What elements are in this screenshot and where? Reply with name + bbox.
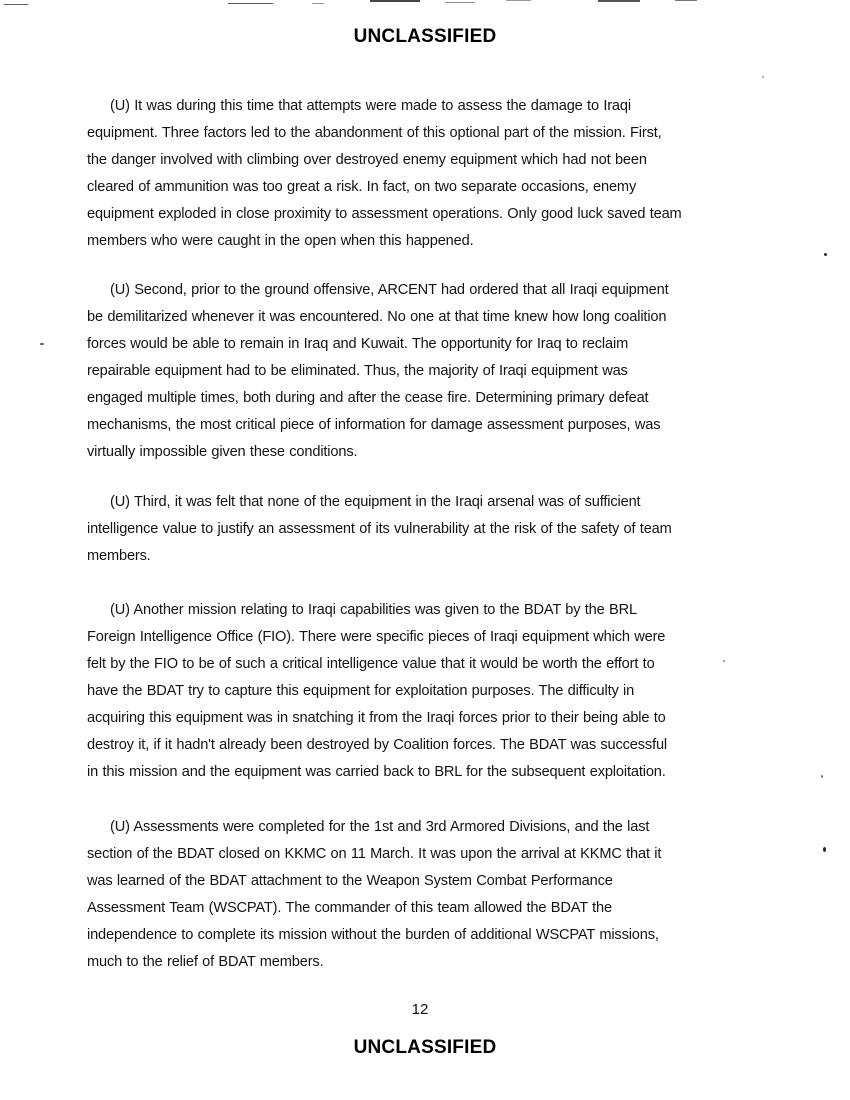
text-line: was learned of the BDAT attachment to the Weapon System Combat Performance [87, 873, 613, 889]
text-line: mechanisms, the most critical piece of information for damage assessment purposes, was [87, 417, 661, 433]
text-line: virtually impossible given these conditions. [87, 444, 358, 460]
text-line: (U) Another mission relating to Iraqi capabilities was given to the BDAT by the BRL [110, 602, 637, 618]
text-line: engaged multiple times, both during and after the cease fire. Determining primary defeat [87, 390, 649, 406]
text-line: (U) Second, prior to the ground offensive, ARCENT had ordered that all Iraqi equipment [110, 282, 669, 298]
text-line: (U) It was during this time that attempts were made to assess the damage to Iraqi [110, 98, 631, 114]
text-line: Foreign Intelligence Office (FIO). There were specific pieces of Iraqi equipment which were [87, 629, 666, 645]
document-body [87, 93, 743, 255]
text-line: in this mission and the equipment was carried back to BRL for the subsequent exploitation. [87, 764, 666, 780]
scan-artifact [4, 4, 28, 5]
document-body [87, 597, 743, 786]
document-body [87, 489, 743, 570]
scan-artifact [598, 0, 640, 2]
text-line: (U) Assessments were completed for the 1st and 3rd Armored Divisions, and the last [110, 819, 650, 835]
scan-speck [40, 343, 44, 345]
text-line: repairable equipment had to be eliminated. Thus, the majority of Iraqi equipment was [87, 363, 628, 379]
text-line: felt by the FIO to be of such a critical intelligence value that it would be worth the effort to [87, 656, 655, 672]
text-line: destroy it, if it hadn't already been destroyed by Coalition forces. The BDAT was successful [87, 737, 668, 753]
text-line: the danger involved with climbing over destroyed enemy equipment which had not been [87, 152, 647, 168]
paragraph-intelligence-value [87, 489, 743, 570]
text-line: much to the relief of BDAT members. [87, 954, 324, 970]
header-classification-marking: UNCLASSIFIED [353, 26, 497, 47]
text-line: acquiring this equipment was in snatching it from the Iraqi forces prior to their being able to [87, 710, 666, 726]
document-body [87, 277, 743, 466]
text-line: members who were caught in the open when this happened. [87, 233, 474, 249]
scan-artifact [506, 0, 531, 1]
text-line: intelligence value to justify an assessment of its vulnerability at the risk of the safety of team [87, 521, 672, 537]
text-line: Assessment Team (WSCPAT). The commander of this team allowed the BDAT the [87, 900, 612, 916]
text-line: equipment exploded in close proximity to assessment operations. Only good luck saved team [87, 206, 682, 222]
scan-speck [821, 775, 823, 778]
scan-artifact [370, 0, 420, 2]
scan-artifact [445, 2, 475, 3]
text-line: cleared of ammunition was too great a risk. In fact, on two separate occasions, enemy [87, 179, 637, 195]
paragraph-damage-assessment [87, 93, 743, 255]
document-body [87, 814, 743, 976]
text-line: have the BDAT try to capture this equipment for exploitation purposes. The difficulty in [87, 683, 635, 699]
page-number: 12 [411, 1001, 429, 1018]
paragraph-demilitarization [87, 277, 743, 466]
text-line: forces would be able to remain in Iraq and Kuwait. The opportunity for Iraq to reclaim [87, 336, 629, 352]
scan-speck [723, 660, 725, 662]
paragraph-assessments-completed [87, 814, 743, 976]
scan-artifact [312, 3, 324, 4]
scan-artifact [228, 3, 273, 4]
text-line: (U) Third, it was felt that none of the equipment in the Iraqi arsenal was of sufficient [110, 494, 641, 510]
text-line: members. [87, 548, 151, 564]
text-line: independence to complete its mission without the burden of additional WSCPAT missions, [87, 927, 659, 943]
scan-artifact [675, 0, 697, 1]
paragraph-fio-mission [87, 597, 743, 786]
scan-speck [823, 847, 826, 852]
scan-speck [762, 76, 764, 78]
scan-speck [824, 253, 827, 256]
footer-classification-marking: UNCLASSIFIED [353, 1037, 497, 1058]
text-line: equipment. Three factors led to the abandonment of this optional part of the mission. First, [87, 125, 662, 141]
text-line: section of the BDAT closed on KKMC on 11 March. It was upon the arrival at KKMC that it [87, 846, 662, 862]
text-line: be demilitarized whenever it was encountered. No one at that time knew how long coalition [87, 309, 667, 325]
